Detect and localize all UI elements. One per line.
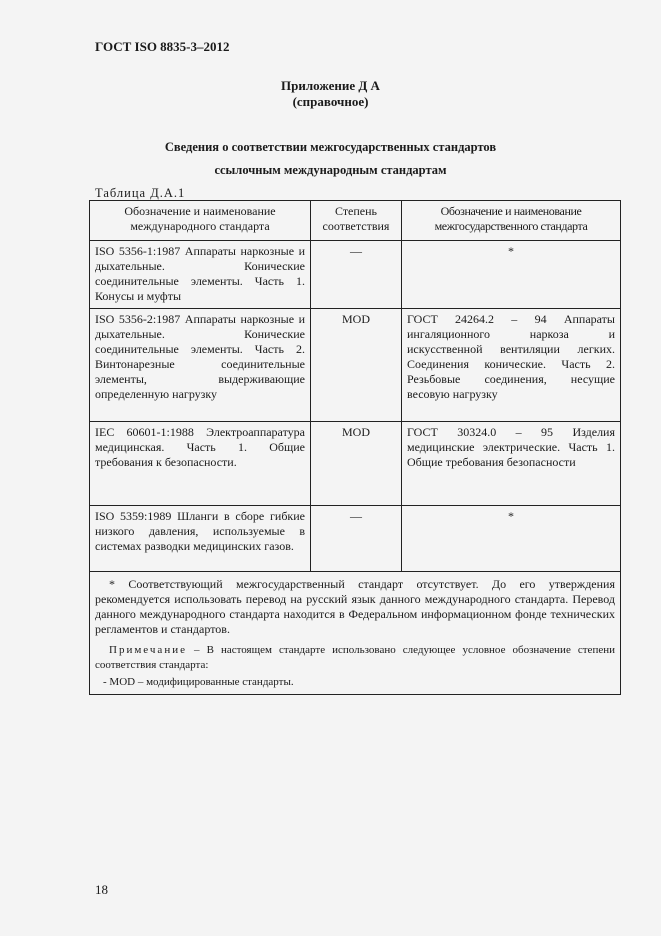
cell-degree: MOD	[311, 309, 402, 422]
appendix-heading	[0, 78, 661, 110]
cell-international-standard: ISO 5356-2:1987 Аппараты наркозные и дыхательные. Конические соединительные элементы. Часть 2. Винтонарезные соединительные элементы, выдерживающие определенную нагрузку	[90, 309, 311, 422]
document-code: ГОСТ ISO 8835-3–2012	[95, 39, 230, 54]
cell-degree: —	[311, 241, 402, 309]
table-row	[90, 422, 621, 506]
section-title-line1: Сведения о соответствии межгосударственных стандартов	[164, 140, 497, 154]
table-caption: Таблица Д.А.1	[95, 186, 186, 200]
header-international-standard: Обозначение и наименование международного стандарта	[90, 201, 311, 241]
page-number: 18	[95, 882, 108, 897]
footnote-text: * Соответствующий межгосударственный стандарт отсутствует. До его утверждения рекомендуется использовать перевод на русский язык данного международного стандарта. Перевод данного международного стандарта находится в Федеральном информационном фонде технических регламентов и стандартов.	[95, 577, 615, 636]
cell-interstate-standard: *	[402, 241, 621, 309]
table-footnote-row	[90, 572, 621, 695]
section-title-line2: ссылочным международным стандартам	[214, 163, 447, 177]
table-footnote-cell	[90, 572, 621, 695]
cell-interstate-standard: *	[402, 506, 621, 572]
cell-degree: —	[311, 506, 402, 572]
note-item: - MOD – модифицированные стандарты.	[103, 676, 294, 688]
note-text: – В настоящем стандарте использовано следующее условное обозначение степени соответствия стандарта:	[95, 644, 615, 671]
cell-international-standard: ISO 5356-1:1987 Аппараты наркозные и дыхательные. Конические соединительные элементы. Часть 1. Конусы и муфты	[90, 241, 311, 309]
cell-interstate-standard: ГОСТ 30324.0 – 95 Изделия медицинские электрические. Часть 1. Общие требования безопасности	[402, 422, 621, 506]
table-row	[90, 309, 621, 422]
correspondence-table	[89, 200, 621, 695]
cell-interstate-standard: ГОСТ 24264.2 – 94 Аппараты ингаляционного наркоза и искусственной вентиляции легких. Соединения конические. Часть 2. Резьбовые соединения, несущие весовую нагрузку	[402, 309, 621, 422]
appendix-subtitle: (справочное)	[292, 94, 369, 109]
note-label: Примечание	[109, 644, 187, 656]
table-row	[90, 506, 621, 572]
appendix-title: Приложение Д А	[281, 78, 380, 93]
header-interstate-standard: Обозначение и наименование межгосударственного стандарта	[402, 201, 621, 241]
table-header-row	[90, 201, 621, 241]
note-paragraph	[95, 643, 615, 673]
header-degree-of-correspondence: Степень соответствия	[311, 201, 402, 241]
cell-international-standard: ISO 5359:1989 Шланги в сборе гибкие низкого давления, используемые в системах разводки медицинских газов.	[90, 506, 311, 572]
table-row	[90, 241, 621, 309]
cell-degree: MOD	[311, 422, 402, 506]
cell-international-standard: IEC 60601-1:1988 Электроаппаратура медицинская. Часть 1. Общие требования к безопасности.	[90, 422, 311, 506]
